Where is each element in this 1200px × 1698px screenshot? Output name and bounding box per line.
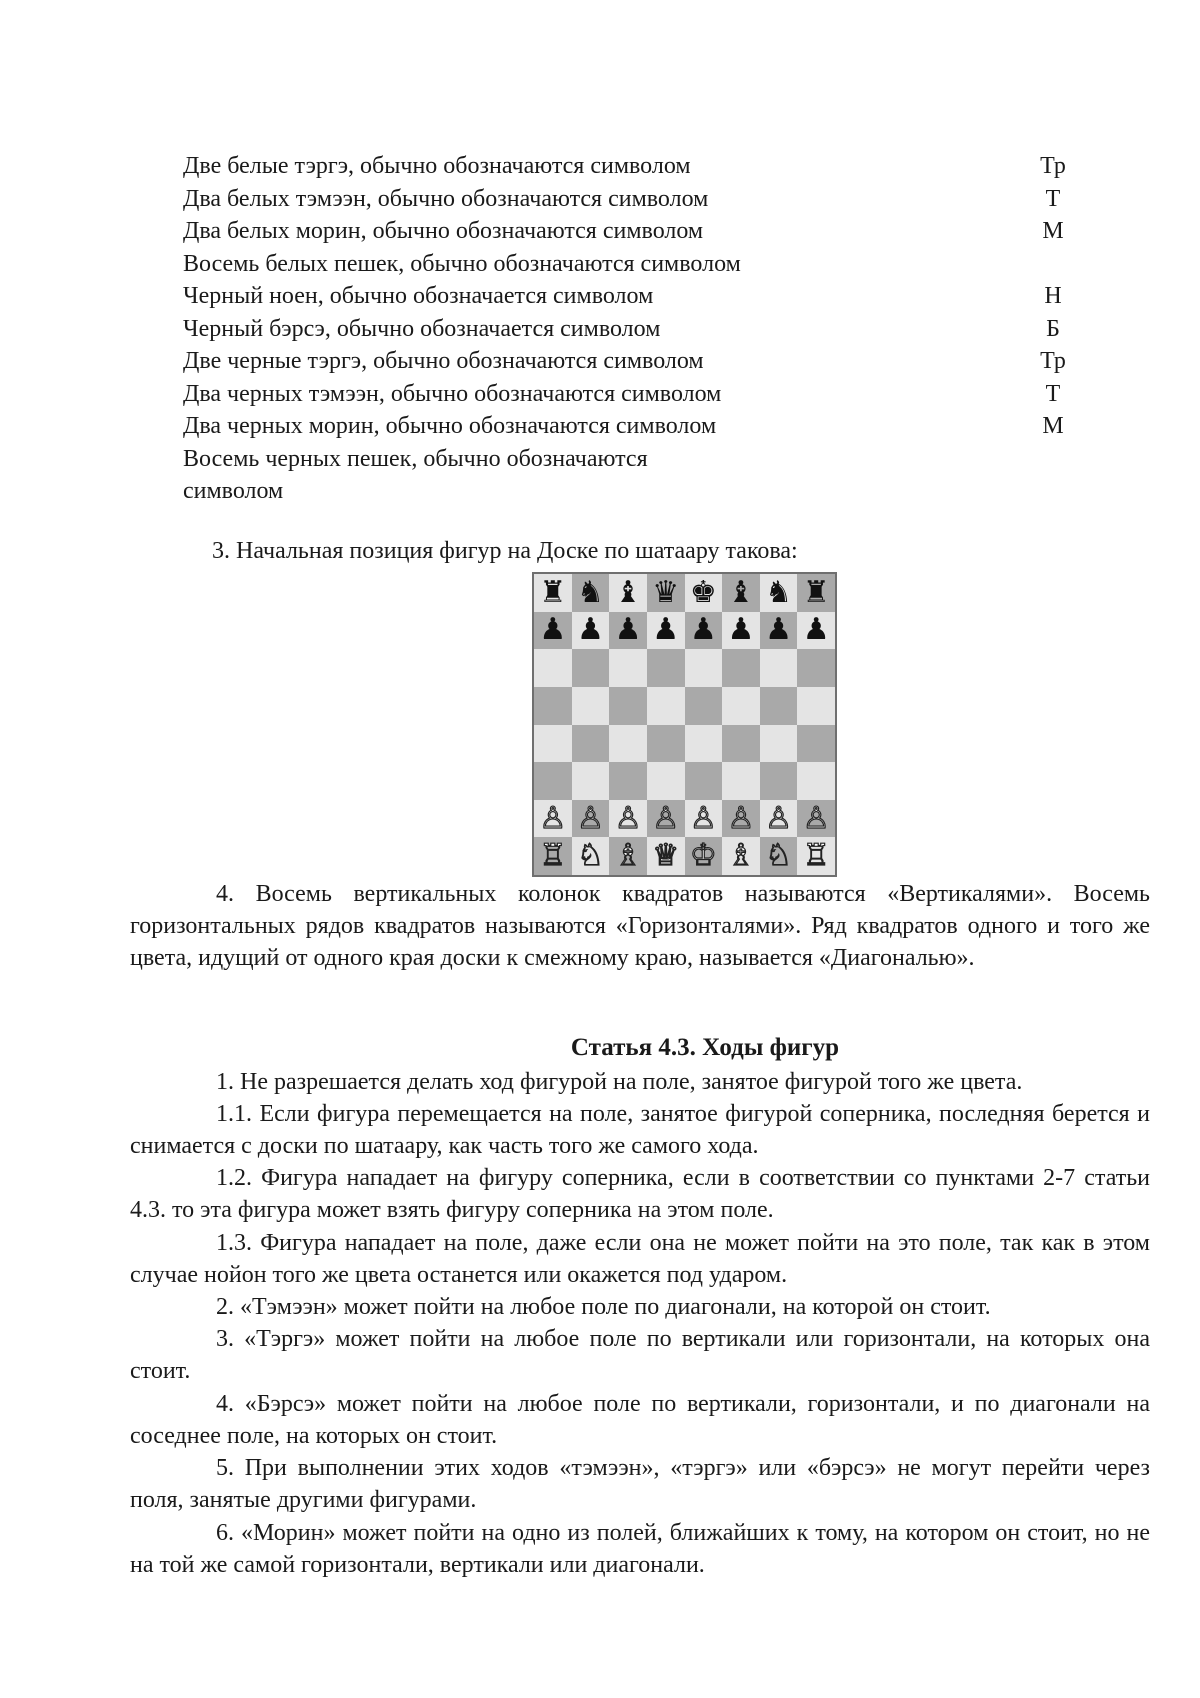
board-square: [722, 837, 760, 875]
chess-piece-icon: ♛: [652, 574, 680, 610]
chess-piece-icon: ♙: [689, 800, 717, 836]
board-square: [760, 725, 798, 763]
chess-board: [532, 572, 837, 877]
symbol-code: М: [1042, 413, 1064, 439]
board-square: [722, 687, 760, 725]
board-square: [760, 612, 798, 650]
chess-piece-icon: ♗: [614, 838, 642, 874]
board-square: [609, 574, 647, 612]
board-square: [722, 612, 760, 650]
chess-piece-icon: ♟: [576, 612, 604, 648]
symbol-row: [183, 378, 1073, 411]
board-square: [609, 612, 647, 650]
board-square: [797, 612, 835, 650]
chess-piece-icon: ♜: [802, 574, 830, 610]
symbol-row: [183, 345, 1073, 378]
board-square: [797, 762, 835, 800]
item-3-text: 3. Начальная позиция фигур на Доске по шатаару такова:: [212, 538, 798, 564]
symbol-description: Два белых тэмээн, обычно обозначаются символом: [183, 185, 709, 212]
board-square: [760, 687, 798, 725]
symbol-row: [183, 150, 1073, 183]
board-square: [722, 800, 760, 838]
board-square: [722, 762, 760, 800]
symbol-code: Тр: [1040, 348, 1066, 374]
board-square: [685, 837, 723, 875]
board-square: [647, 725, 685, 763]
symbol-row-last: [183, 443, 863, 507]
chess-piece-icon: ♟: [765, 612, 793, 648]
symbol-description: Две черные тэргэ, обычно обозначаются символом: [183, 348, 704, 374]
board-square: [647, 574, 685, 612]
board-square: [760, 837, 798, 875]
board-square: [609, 837, 647, 875]
board-square: [722, 574, 760, 612]
board-square: [609, 687, 647, 725]
board-square: [534, 725, 572, 763]
board-square: [534, 574, 572, 612]
chess-piece-icon: ♙: [765, 800, 793, 836]
symbol-list: [183, 150, 1073, 507]
symbol-row: [183, 280, 1073, 313]
chess-piece-icon: ♝: [727, 574, 755, 610]
symbol-description: Два черных тэмээн, обычно обозначаются символом: [183, 380, 722, 407]
chess-piece-icon: ♟: [802, 612, 830, 648]
chess-piece-icon: ♘: [765, 838, 793, 874]
chess-piece-icon: ♙: [576, 800, 604, 836]
chess-piece-icon: ♙: [539, 800, 567, 836]
board-square: [647, 612, 685, 650]
board-square: [534, 837, 572, 875]
symbol-code: Б: [1046, 315, 1060, 342]
board-square: [609, 762, 647, 800]
board-square: [685, 725, 723, 763]
board-square: [647, 687, 685, 725]
chess-piece-icon: ♜: [539, 574, 567, 610]
chess-piece-icon: ♞: [576, 574, 604, 610]
board-square: [572, 762, 610, 800]
symbol-description: Черный ноен, обычно обозначается символом: [183, 283, 654, 309]
symbol-code: Т: [1045, 380, 1061, 407]
chess-piece-icon: ♞: [765, 574, 793, 610]
board-square: [647, 649, 685, 687]
symbol-code: Т: [1045, 185, 1061, 212]
symbol-description: Два белых морин, обычно обозначаются символом: [183, 218, 704, 244]
board-square: [685, 762, 723, 800]
chess-piece-icon: ♟: [652, 612, 680, 648]
chess-piece-icon: ♟: [689, 612, 717, 648]
board-square: [722, 725, 760, 763]
article-heading: Статья 4.3. Ходы фигур: [570, 1034, 840, 1061]
chess-piece-icon: ♝: [614, 574, 642, 610]
clause-3: 3. «Тэргэ» может пойти на любое поле по вертикали или горизонтали, на которых она стоит.: [130, 1326, 1150, 1385]
board-square: [647, 800, 685, 838]
chess-piece-icon: ♚: [689, 574, 717, 610]
chess-piece-icon: ♗: [727, 838, 755, 874]
board-square: [609, 649, 647, 687]
chess-piece-icon: ♔: [689, 838, 717, 874]
clause-1-1: 1.1. Если фигура перемещается на поле, занятое фигурой соперника, последняя берется и снимается с доски по шатаару, как часть того же самого хода.: [130, 1101, 1150, 1160]
clause-5: 5. При выполнении этих ходов «тэмээн», «тэргэ» или «бэрсэ» не могут перейти через поля, занятые другими фигурами.: [130, 1455, 1150, 1514]
item-4-paragraph: [130, 878, 1150, 975]
item-4-text: 4. Восемь вертикальных колонок квадратов называются «Вертикалями». Восемь горизонтальных рядов квадратов называются «Горизонталями». Ряд квадратов одного и того же цвета, идущий от одного края доски к смежному краю, называется «Диагональю».: [130, 881, 1150, 972]
board-square: [760, 574, 798, 612]
chess-piece-icon: ♟: [727, 612, 755, 648]
chess-piece-icon: ♙: [802, 800, 830, 836]
clause-1: 1. Не разрешается делать ход фигурой на поле, занятое фигурой того же цвета.: [216, 1069, 1023, 1095]
symbol-row: [183, 248, 1073, 281]
board-square: [685, 574, 723, 612]
board-square: [685, 612, 723, 650]
symbol-row: [183, 215, 1073, 248]
chess-piece-icon: ♖: [539, 838, 567, 874]
board-square: [797, 687, 835, 725]
board-square: [797, 574, 835, 612]
board-square: [760, 649, 798, 687]
chess-piece-icon: ♕: [652, 838, 680, 874]
board-square: [534, 800, 572, 838]
board-square: [609, 800, 647, 838]
board-square: [572, 649, 610, 687]
board-square: [572, 800, 610, 838]
symbol-description-line: символом: [183, 477, 284, 504]
symbol-description: Два черных морин, обычно обозначаются символом: [183, 413, 717, 439]
symbol-code: М: [1042, 218, 1064, 244]
symbol-row: [183, 313, 1073, 346]
board-square: [685, 800, 723, 838]
board-square: [797, 837, 835, 875]
board-square: [534, 762, 572, 800]
board-square: [572, 574, 610, 612]
clause-2: 2. «Тэмээн» может пойти на любое поле по диагонали, на которой он стоит.: [216, 1294, 991, 1320]
board-square: [572, 837, 610, 875]
symbol-description-line: Восемь черных пешек, обычно обозначаются: [183, 445, 648, 472]
board-square: [797, 725, 835, 763]
board-square: [647, 762, 685, 800]
board-square: [572, 687, 610, 725]
chess-piece-icon: ♙: [652, 800, 680, 836]
board-square: [572, 725, 610, 763]
symbol-code: Н: [1044, 283, 1062, 309]
board-square: [534, 612, 572, 650]
board-square: [572, 612, 610, 650]
board-square: [609, 725, 647, 763]
chess-piece-icon: ♟: [614, 612, 642, 648]
chess-piece-icon: ♙: [727, 800, 755, 836]
clause-6: 6. «Морин» может пойти на одно из полей, ближайших к тому, на котором он стоит, но не на той же самой горизонтали, вертикали или диагонали.: [130, 1520, 1150, 1579]
symbol-description: Две белые тэргэ, обычно обозначаются символом: [183, 153, 691, 179]
board-square: [722, 649, 760, 687]
symbol-description: Восемь белых пешек, обычно обозначаются символом: [183, 250, 741, 277]
chess-piece-icon: ♟: [539, 612, 567, 648]
board-square: [760, 762, 798, 800]
symbol-code: Тр: [1040, 153, 1066, 179]
clause-1-3: 1.3. Фигура нападает на поле, даже если она не может пойти на это поле, так как в этом случае нойон того же цвета останется или окажется под ударом.: [130, 1230, 1150, 1289]
clause-4: 4. «Бэрсэ» может пойти на любое поле по вертикали, горизонтали, и по диагонали на соседнее поле, на которых он стоит.: [130, 1391, 1150, 1450]
chess-piece-icon: ♙: [614, 800, 642, 836]
board-square: [534, 687, 572, 725]
symbol-row: [183, 410, 1073, 443]
board-square: [534, 649, 572, 687]
symbol-description: Черный бэрсэ, обычно обозначается символом: [183, 315, 661, 342]
board-square: [797, 800, 835, 838]
board-square: [685, 649, 723, 687]
symbol-row: [183, 183, 1073, 216]
chess-piece-icon: ♘: [576, 838, 604, 874]
board-square: [760, 800, 798, 838]
board-square: [685, 687, 723, 725]
board-square: [647, 837, 685, 875]
board-square: [797, 649, 835, 687]
chess-piece-icon: ♖: [802, 838, 830, 874]
clause-1-2: 1.2. Фигура нападает на фигуру соперника, если в соответствии со пунктами 2-7 статьи 4.3. то эта фигура может взять фигуру соперника на этом поле.: [130, 1165, 1150, 1224]
